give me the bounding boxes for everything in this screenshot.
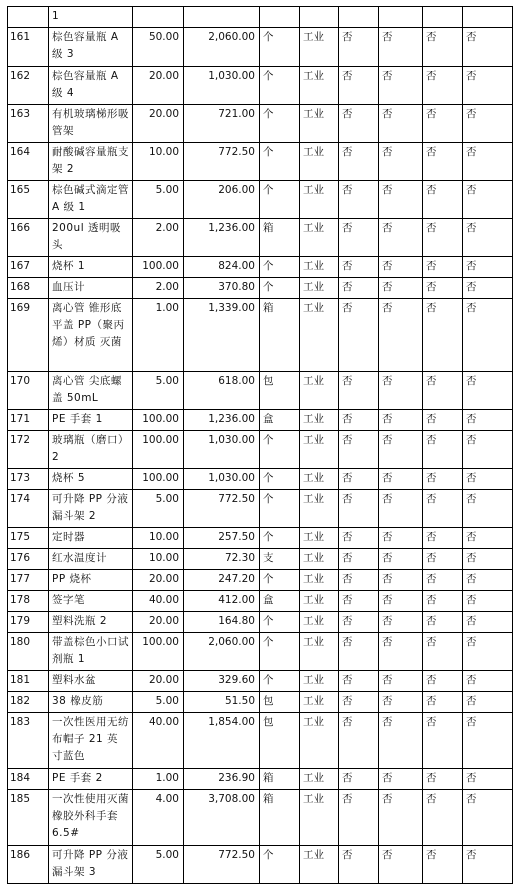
table-row [8,846,513,884]
cell-index: 175 [8,528,49,549]
cell-flag-1: 否 [339,612,379,633]
cell-unit [260,7,300,28]
cell-quantity: 5.00 [133,692,184,713]
cell-index: 165 [8,181,49,219]
cell-item-name: 棕色容量瓶 A 级 3 [49,28,133,67]
cell-category: 工业 [300,549,339,570]
table-row [8,299,513,372]
cell-category: 工业 [300,143,339,181]
cell-amount: 1,236.00 [184,219,260,257]
cell-quantity: 20.00 [133,105,184,143]
cell-flag-4: 否 [463,469,513,490]
cell-index: 186 [8,846,49,884]
cell-flag-2: 否 [379,790,423,846]
cell-flag-4: 否 [463,633,513,671]
cell-flag-3: 否 [423,671,463,692]
table-row [8,713,513,769]
cell-flag-1: 否 [339,278,379,299]
table-row [8,257,513,278]
cell-amount: 51.50 [184,692,260,713]
cell-flag-1: 否 [339,769,379,790]
cell-flag-2: 否 [379,671,423,692]
cell-item-name: 可升降 PP 分液漏斗架 2 [49,490,133,528]
cell-flag-3: 否 [423,372,463,410]
cell-index: 176 [8,549,49,570]
cell-amount: 3,708.00 [184,790,260,846]
table-row [8,570,513,591]
cell-item-name: 200ul 透明吸头 [49,219,133,257]
cell-category: 工业 [300,612,339,633]
cell-flag-3: 否 [423,67,463,105]
cell-category: 工业 [300,790,339,846]
cell-item-name: 可升降 PP 分液漏斗架 3 [49,846,133,884]
table-body [8,7,513,884]
cell-flag-1: 否 [339,67,379,105]
cell-item-name: 棕色碱式滴定管 A 级 1 [49,181,133,219]
table-row [8,181,513,219]
cell-item-name: 一次性使用灭菌橡胶外科手套 6.5# [49,790,133,846]
cell-flag-2: 否 [379,67,423,105]
cell-quantity: 100.00 [133,257,184,278]
cell-item-name: 定时器 [49,528,133,549]
cell-flag-4: 否 [463,713,513,769]
cell-flag-1: 否 [339,528,379,549]
cell-flag-4: 否 [463,219,513,257]
cell-flag-3: 否 [423,692,463,713]
cell-flag-3: 否 [423,633,463,671]
table-row [8,28,513,67]
cell-amount: 412.00 [184,591,260,612]
cell-flag-2: 否 [379,633,423,671]
cell-amount: 257.50 [184,528,260,549]
cell-flag-4: 否 [463,28,513,67]
cell-flag-2: 否 [379,692,423,713]
cell-flag-4: 否 [463,769,513,790]
cell-index: 170 [8,372,49,410]
cell-flag-2: 否 [379,713,423,769]
cell-index: 169 [8,299,49,372]
cell-index: 162 [8,67,49,105]
cell-flag-1: 否 [339,469,379,490]
cell-quantity: 5.00 [133,181,184,219]
cell-flag-1: 否 [339,181,379,219]
cell-unit: 个 [260,67,300,105]
cell-quantity: 100.00 [133,410,184,431]
table-row [8,633,513,671]
cell-flag-3: 否 [423,846,463,884]
cell-flag-1: 否 [339,591,379,612]
cell-category [300,7,339,28]
cell-flag-3: 否 [423,713,463,769]
cell-category: 工业 [300,372,339,410]
cell-unit: 箱 [260,790,300,846]
cell-flag-3: 否 [423,299,463,372]
cell-index: 172 [8,431,49,469]
cell-index: 177 [8,570,49,591]
cell-unit: 个 [260,528,300,549]
cell-amount: 370.80 [184,278,260,299]
cell-category: 工业 [300,181,339,219]
table-row [8,549,513,570]
table-row [8,410,513,431]
cell-quantity: 10.00 [133,143,184,181]
cell-amount: 2,060.00 [184,633,260,671]
cell-flag-3: 否 [423,790,463,846]
cell-quantity: 40.00 [133,591,184,612]
cell-amount: 1,030.00 [184,67,260,105]
cell-amount: 1,030.00 [184,431,260,469]
cell-index: 178 [8,591,49,612]
cell-index: 171 [8,410,49,431]
cell-flag-4: 否 [463,431,513,469]
table-row [8,591,513,612]
cell-category: 工业 [300,28,339,67]
cell-unit: 个 [260,181,300,219]
cell-flag-3: 否 [423,181,463,219]
cell-amount: 1,339.00 [184,299,260,372]
cell-flag-4: 否 [463,570,513,591]
cell-flag-2: 否 [379,410,423,431]
cell-flag-4: 否 [463,105,513,143]
cell-flag-3: 否 [423,219,463,257]
cell-index [8,7,49,28]
cell-amount: 721.00 [184,105,260,143]
cell-category: 工业 [300,671,339,692]
cell-item-name: 带盖棕色小口试剂瓶 1 [49,633,133,671]
cell-quantity: 1.00 [133,299,184,372]
cell-item-name: 一次性医用无纺布帽子 21 英寸蓝色 [49,713,133,769]
cell-item-name: 烧杯 1 [49,257,133,278]
cell-amount: 72.30 [184,549,260,570]
cell-category: 工业 [300,846,339,884]
cell-category: 工业 [300,257,339,278]
cell-item-name: 耐酸碱容量瓶支架 2 [49,143,133,181]
cell-unit: 个 [260,28,300,67]
cell-item-name: PP 烧杯 [49,570,133,591]
cell-category: 工业 [300,528,339,549]
cell-item-name: 签字笔 [49,591,133,612]
cell-flag-2: 否 [379,490,423,528]
cell-flag-2: 否 [379,257,423,278]
cell-flag-1: 否 [339,713,379,769]
cell-category: 工业 [300,769,339,790]
cell-category: 工业 [300,67,339,105]
cell-quantity: 40.00 [133,713,184,769]
cell-flag-2: 否 [379,431,423,469]
cell-unit: 箱 [260,769,300,790]
cell-flag-3: 否 [423,257,463,278]
cell-flag-3: 否 [423,591,463,612]
table-row [8,469,513,490]
table-row [8,490,513,528]
cell-flag-1: 否 [339,692,379,713]
cell-unit: 个 [260,846,300,884]
cell-flag-2: 否 [379,143,423,181]
cell-unit: 个 [260,278,300,299]
cell-flag-4: 否 [463,143,513,181]
cell-flag-2: 否 [379,570,423,591]
cell-flag-2: 否 [379,591,423,612]
cell-flag-4: 否 [463,299,513,372]
cell-item-name: 有机玻璃梯形吸管架 [49,105,133,143]
cell-unit: 个 [260,671,300,692]
cell-item-name: 红水温度计 [49,549,133,570]
table-row [8,528,513,549]
cell-index: 185 [8,790,49,846]
items-table [7,6,513,884]
cell-flag-3: 否 [423,469,463,490]
cell-flag-4: 否 [463,591,513,612]
cell-unit: 个 [260,612,300,633]
cell-amount: 2,060.00 [184,28,260,67]
cell-flag-4: 否 [463,692,513,713]
cell-index: 184 [8,769,49,790]
cell-flag-1 [339,7,379,28]
cell-amount: 247.20 [184,570,260,591]
table-row [8,431,513,469]
cell-flag-2: 否 [379,549,423,570]
cell-unit: 支 [260,549,300,570]
cell-category: 工业 [300,490,339,528]
cell-quantity: 100.00 [133,633,184,671]
cell-unit: 盒 [260,410,300,431]
cell-flag-2: 否 [379,181,423,219]
cell-flag-4: 否 [463,410,513,431]
cell-flag-1: 否 [339,372,379,410]
cell-flag-1: 否 [339,490,379,528]
cell-index: 163 [8,105,49,143]
cell-flag-1: 否 [339,790,379,846]
table-row [8,692,513,713]
cell-category: 工业 [300,410,339,431]
cell-flag-1: 否 [339,28,379,67]
cell-flag-1: 否 [339,549,379,570]
cell-flag-4 [463,7,513,28]
cell-flag-1: 否 [339,299,379,372]
cell-flag-1: 否 [339,633,379,671]
cell-flag-4: 否 [463,790,513,846]
cell-item-name: PE 手套 2 [49,769,133,790]
cell-flag-2: 否 [379,219,423,257]
cell-item-name: 烧杯 5 [49,469,133,490]
cell-quantity: 2.00 [133,278,184,299]
cell-quantity: 10.00 [133,528,184,549]
cell-category: 工业 [300,278,339,299]
cell-item-name: 离心管 锥形底 平盖 PP（聚丙烯）材质 灭菌 [49,299,133,372]
cell-unit: 个 [260,633,300,671]
cell-flag-2: 否 [379,372,423,410]
cell-unit: 个 [260,105,300,143]
cell-flag-4: 否 [463,257,513,278]
cell-category: 工业 [300,713,339,769]
cell-flag-2 [379,7,423,28]
cell-flag-3: 否 [423,28,463,67]
table-row [8,790,513,846]
cell-flag-4: 否 [463,612,513,633]
cell-index: 173 [8,469,49,490]
cell-flag-4: 否 [463,846,513,884]
table-row [8,143,513,181]
table-row [8,219,513,257]
cell-category: 工业 [300,431,339,469]
cell-unit: 个 [260,570,300,591]
cell-flag-2: 否 [379,469,423,490]
cell-item-name: PE 手套 1 [49,410,133,431]
cell-item-name: 玻璃瓶（磨口）2 [49,431,133,469]
cell-flag-3: 否 [423,143,463,181]
cell-item-name: 棕色容量瓶 A 级 4 [49,67,133,105]
cell-flag-1: 否 [339,410,379,431]
cell-quantity: 20.00 [133,612,184,633]
cell-unit: 箱 [260,219,300,257]
cell-index: 161 [8,28,49,67]
table-row [8,278,513,299]
cell-unit: 箱 [260,299,300,372]
cell-unit: 个 [260,490,300,528]
cell-unit: 个 [260,469,300,490]
cell-flag-4: 否 [463,671,513,692]
cell-quantity: 100.00 [133,431,184,469]
cell-flag-3: 否 [423,410,463,431]
cell-quantity: 20.00 [133,671,184,692]
cell-amount: 1,030.00 [184,469,260,490]
table-row [8,671,513,692]
cell-flag-1: 否 [339,671,379,692]
cell-category: 工业 [300,692,339,713]
cell-unit: 个 [260,257,300,278]
cell-category: 工业 [300,105,339,143]
table-row [8,7,513,28]
cell-flag-2: 否 [379,769,423,790]
cell-unit: 包 [260,372,300,410]
cell-flag-2: 否 [379,278,423,299]
cell-quantity: 2.00 [133,219,184,257]
cell-quantity: 20.00 [133,67,184,105]
cell-item-name: 塑料水盆 [49,671,133,692]
cell-unit: 盒 [260,591,300,612]
cell-flag-2: 否 [379,846,423,884]
cell-flag-4: 否 [463,372,513,410]
cell-flag-2: 否 [379,299,423,372]
cell-index: 183 [8,713,49,769]
cell-index: 182 [8,692,49,713]
cell-amount: 772.50 [184,143,260,181]
cell-flag-4: 否 [463,181,513,219]
cell-unit: 包 [260,692,300,713]
cell-flag-2: 否 [379,528,423,549]
cell-category: 工业 [300,633,339,671]
cell-amount: 1,236.00 [184,410,260,431]
cell-category: 工业 [300,469,339,490]
cell-flag-3: 否 [423,490,463,528]
cell-flag-2: 否 [379,612,423,633]
cell-amount: 824.00 [184,257,260,278]
cell-flag-3 [423,7,463,28]
cell-index: 180 [8,633,49,671]
cell-amount: 618.00 [184,372,260,410]
cell-item-name: 离心管 尖底螺盖 50mL [49,372,133,410]
cell-flag-2: 否 [379,105,423,143]
cell-flag-1: 否 [339,257,379,278]
cell-index: 166 [8,219,49,257]
cell-quantity: 50.00 [133,28,184,67]
cell-amount: 772.50 [184,846,260,884]
table-row [8,612,513,633]
cell-flag-1: 否 [339,846,379,884]
cell-flag-1: 否 [339,143,379,181]
table-row [8,372,513,410]
cell-flag-3: 否 [423,570,463,591]
cell-flag-3: 否 [423,549,463,570]
cell-flag-3: 否 [423,431,463,469]
cell-category: 工业 [300,299,339,372]
cell-amount [184,7,260,28]
cell-flag-4: 否 [463,549,513,570]
cell-flag-1: 否 [339,105,379,143]
cell-quantity: 5.00 [133,372,184,410]
cell-amount: 772.50 [184,490,260,528]
cell-unit: 个 [260,143,300,181]
cell-flag-1: 否 [339,431,379,469]
cell-flag-4: 否 [463,528,513,549]
cell-index: 181 [8,671,49,692]
cell-amount: 1,854.00 [184,713,260,769]
cell-category: 工业 [300,219,339,257]
cell-flag-3: 否 [423,769,463,790]
cell-quantity: 10.00 [133,549,184,570]
cell-item-name: 38 橡皮筋 [49,692,133,713]
cell-amount: 164.80 [184,612,260,633]
table-row [8,67,513,105]
cell-flag-3: 否 [423,278,463,299]
table-row [8,105,513,143]
cell-category: 工业 [300,591,339,612]
cell-quantity: 5.00 [133,846,184,884]
cell-flag-3: 否 [423,528,463,549]
cell-index: 164 [8,143,49,181]
cell-unit: 包 [260,713,300,769]
cell-quantity [133,7,184,28]
cell-index: 174 [8,490,49,528]
cell-flag-3: 否 [423,612,463,633]
cell-amount: 329.60 [184,671,260,692]
cell-flag-1: 否 [339,219,379,257]
cell-flag-4: 否 [463,67,513,105]
cell-index: 167 [8,257,49,278]
cell-quantity: 20.00 [133,570,184,591]
cell-category: 工业 [300,570,339,591]
cell-item-name: 1 [49,7,133,28]
cell-quantity: 4.00 [133,790,184,846]
cell-index: 179 [8,612,49,633]
cell-flag-3: 否 [423,105,463,143]
table-row [8,769,513,790]
cell-amount: 206.00 [184,181,260,219]
cell-unit: 个 [260,431,300,469]
cell-flag-1: 否 [339,570,379,591]
cell-item-name: 塑料洗瓶 2 [49,612,133,633]
cell-quantity: 5.00 [133,490,184,528]
cell-flag-2: 否 [379,28,423,67]
cell-flag-4: 否 [463,490,513,528]
cell-quantity: 100.00 [133,469,184,490]
cell-index: 168 [8,278,49,299]
cell-quantity: 1.00 [133,769,184,790]
cell-flag-4: 否 [463,278,513,299]
cell-item-name: 血压计 [49,278,133,299]
cell-amount: 236.90 [184,769,260,790]
